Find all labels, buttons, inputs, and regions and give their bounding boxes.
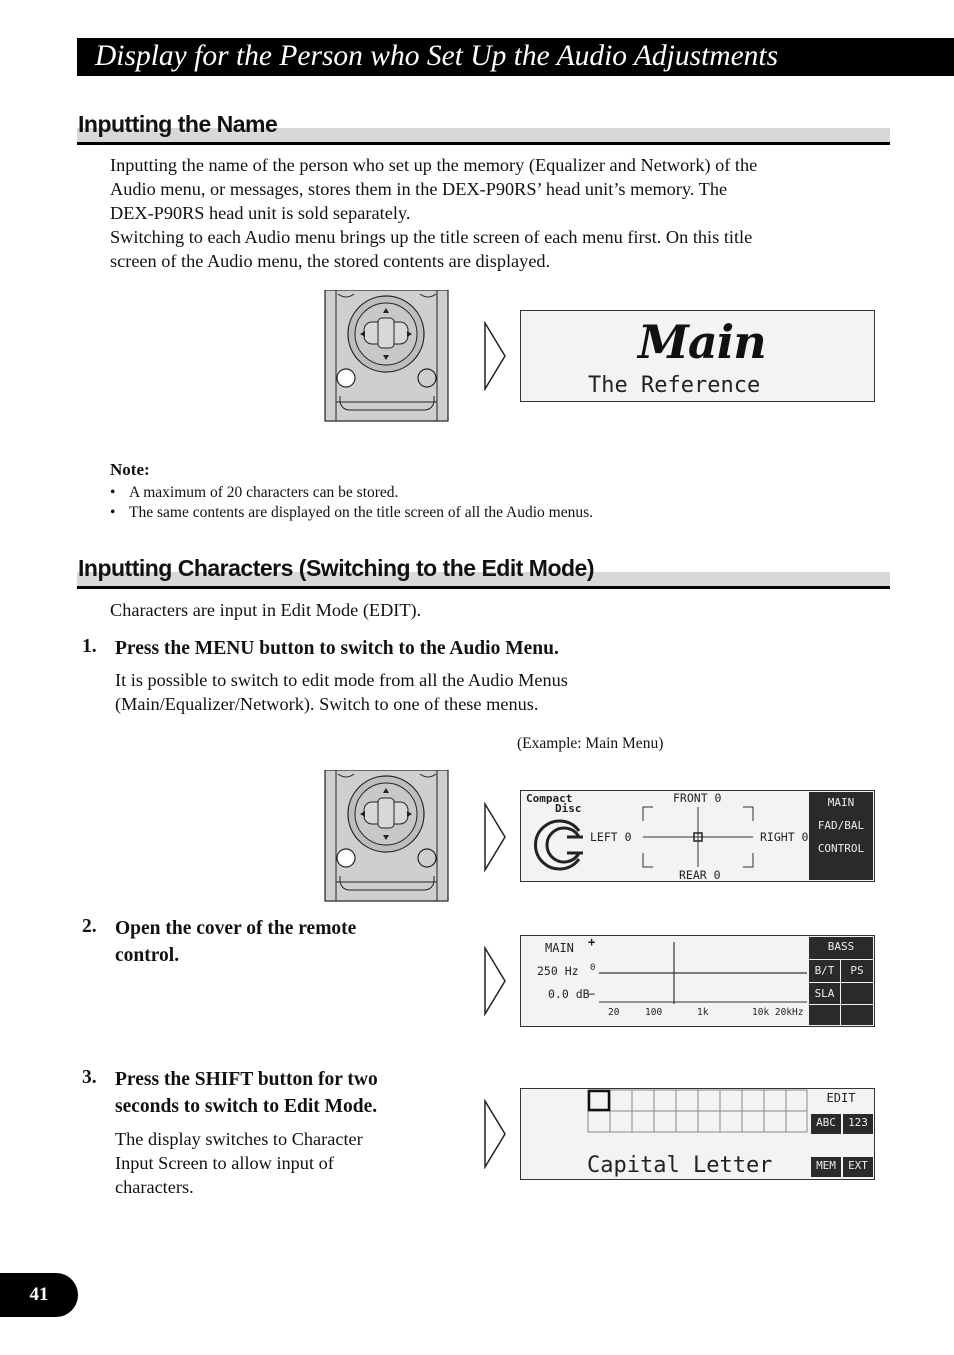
page-number: 41 [0, 1273, 78, 1317]
eq-curve-graph [599, 940, 809, 1006]
section1-paragraph: Inputting the name of the person who set up the memory (Equalizer and Network) of the Audio menu, or messages, stores them in the DEX-P90RS’ head unit’s memory. The DEX-P90RS head unit is sold separately. Switching to each Audio menu brings up the title screen of each menu first. On this title screen of the Audio menu, the stored contents are displayed. [110, 155, 758, 271]
menu-item-sla[interactable]: SLA [814, 987, 835, 1000]
fader-rear-value: REAR 0 [679, 868, 721, 882]
menu-item-123[interactable]: 123 [848, 1116, 868, 1129]
note-item: • A maximum of 20 characters can be stored. [110, 484, 399, 501]
note-heading: Note: [110, 460, 150, 479]
balance-left-value: LEFT 0 [590, 830, 632, 844]
arrow-right-icon [483, 321, 509, 391]
section2-intro: Characters are input in Edit Mode (EDIT). [110, 600, 422, 620]
remote-control-joystick-illustration [324, 770, 450, 902]
menu-item-mem[interactable]: MEM [816, 1159, 836, 1172]
step-body: The display switches to Character Input Screen to allow input of characters. [115, 1129, 363, 1197]
menu-item-fad-bal[interactable]: FAD/BAL [817, 819, 865, 832]
display-main-menu [520, 790, 875, 882]
arrow-right-icon [483, 1099, 509, 1169]
arrow-right-icon [483, 802, 509, 872]
eq-zero-mark: 0 [590, 963, 596, 973]
source-name-line2: Disc [555, 802, 582, 815]
step-number: 2. [82, 916, 97, 937]
eq-minus-mark: − [588, 987, 596, 1001]
step-title: Press the MENU button to switch to the Audio Menu. [115, 638, 559, 659]
cursor-box [589, 1091, 609, 1110]
fader-balance-grid [639, 803, 757, 871]
eq-label: MAIN [545, 941, 574, 955]
balance-right-value: RIGHT 0 [760, 830, 809, 844]
display-character-input [520, 1088, 875, 1180]
menu-item-main[interactable]: MAIN [827, 796, 855, 809]
edit-mode-label: EDIT [826, 1091, 856, 1105]
compact-disc-icon [527, 817, 587, 873]
fader-front-value: FRONT 0 [673, 791, 722, 805]
eq-plus-mark: + [588, 935, 596, 949]
eq-frequency: 250 Hz [537, 964, 579, 978]
step-number: 3. [82, 1067, 97, 1088]
eq-x-tick: 10k 20kHz [752, 1007, 804, 1018]
eq-x-tick: 20 [608, 1007, 620, 1018]
eq-x-tick: 1k [697, 1007, 709, 1018]
menu-item-bass[interactable]: BASS [827, 940, 855, 953]
display-subtitle: The Reference [588, 373, 761, 398]
section-heading-inputting-characters: Inputting Characters (Switching to the Edit Mode) [78, 555, 594, 581]
character-grid [587, 1089, 809, 1135]
example-caption: (Example: Main Menu) [517, 735, 664, 752]
arrow-right-icon [483, 946, 509, 1016]
step-title: Open the cover of the remote control. [115, 918, 357, 966]
source-name: Compact [526, 792, 573, 805]
input-mode-caption: Capital Letter [587, 1153, 773, 1178]
section-heading-inputting-name: Inputting the Name [78, 111, 278, 137]
display-equalizer [520, 935, 875, 1027]
remote-control-joystick-illustration [324, 290, 450, 422]
step-number: 1. [82, 636, 97, 657]
step-title: Press the SHIFT button for two seconds to switch to Edit Mode. [115, 1069, 378, 1117]
menu-item-ext[interactable]: EXT [848, 1159, 868, 1172]
eq-menu-panel [809, 937, 873, 1025]
page-title: Display for the Person who Set Up the Audio Adjustments [95, 40, 779, 72]
menu-item-control[interactable]: CONTROL [817, 842, 865, 855]
eq-x-tick: 100 [645, 1007, 663, 1018]
main-logo-text: Main [638, 315, 766, 369]
note-item: • The same contents are displayed on the title screen of all the Audio menus. [110, 504, 594, 521]
menu-item-ps[interactable]: PS [850, 964, 864, 977]
menu-item-abc[interactable]: ABC [816, 1116, 836, 1129]
menu-item-bt[interactable]: B/T [814, 964, 835, 977]
eq-gain: 0.0 dB [548, 987, 590, 1001]
main-menu-panel [809, 792, 873, 880]
step-body: It is possible to switch to edit mode from all the Audio Menus (Main/Equalizer/Network). Switch to one of these menus. [115, 670, 568, 714]
display-title-screen [520, 310, 875, 402]
